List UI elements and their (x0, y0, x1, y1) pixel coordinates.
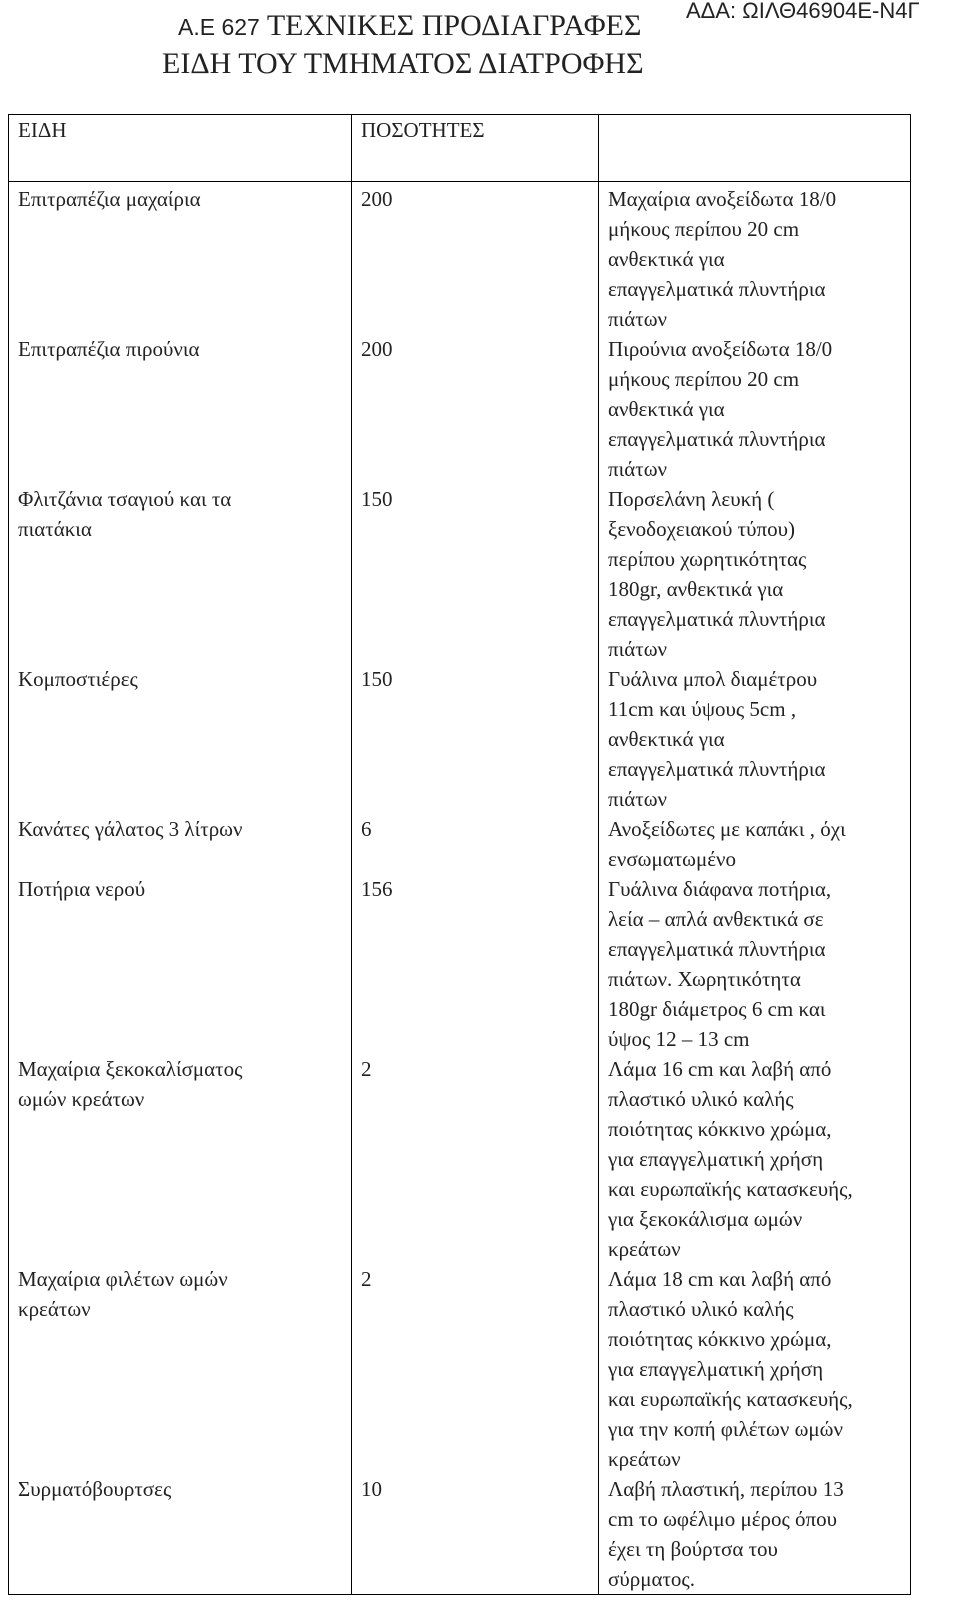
table-row (9, 334, 911, 484)
item-name-cell: Φλιτζάνια τσαγιού και τα πιατάκια (9, 484, 352, 664)
quantity-cell: 200 (352, 182, 599, 335)
specification-cell: Ανοξείδωτες με καπάκι , όχι ενσωματωμένο (599, 814, 911, 874)
specifications-table (8, 114, 911, 1595)
specification-cell: Λάμα 16 cm και λαβή από πλαστικό υλικό καλής ποιότητας κόκκινο χρώμα, για επαγγελματική χρήση και ευρωπαϊκής κατασκευής, για ξεκοκάλισμα ωμών κρεάτων (599, 1054, 911, 1264)
quantity-cell: 150 (352, 484, 599, 664)
title-line-1: ΤΕΧΝΙΚΕΣ ΠΡΟΔΙΑΓΡΑΦΕΣ (266, 9, 642, 42)
quantity-cell: 2 (352, 1264, 599, 1474)
table-row (9, 664, 911, 814)
specification-cell: Γυάλινα μπολ διαμέτρου 11cm και ύψους 5cm , ανθεκτικά για επαγγελματικά πλυντήρια πιάτων (599, 664, 911, 814)
table-row (9, 1054, 911, 1264)
header-specifications (599, 115, 911, 182)
specification-cell: Λάμα 18 cm και λαβή από πλαστικό υλικό καλής ποιότητας κόκκινο χρώμα, για επαγγελματική χρήση και ευρωπαϊκής κατασκευής, για την κοπή φιλέτων ωμών κρεάτων (599, 1264, 911, 1474)
table-row (9, 814, 911, 874)
quantity-cell: 10 (352, 1474, 599, 1595)
item-name-cell: Ποτήρια νερού (9, 874, 352, 1054)
header-quantities: ΠΟΣΟΤΗΤΕΣ (352, 115, 599, 182)
specification-cell: Πιρούνια ανοξείδωτα 18/0 μήκους περίπου 20 cm ανθεκτικά για επαγγελματικά πλυντήρια πιάτων (599, 334, 911, 484)
item-name-cell: Συρματόβουρτσες (9, 1474, 352, 1595)
quantity-cell: 200 (352, 334, 599, 484)
specification-cell: Πορσελάνη λευκή ( ξενοδοχειακού τύπου) περίπου χωρητικότητας 180gr, ανθεκτικά για επαγγελματικά πλυντήρια πιάτων (599, 484, 911, 664)
table-header-row (9, 115, 911, 182)
table-row (9, 874, 911, 1054)
quantity-cell: 2 (352, 1054, 599, 1264)
item-name-cell: Επιτραπέζια μαχαίρια (9, 182, 352, 335)
quantity-cell: 150 (352, 664, 599, 814)
quantity-cell: 6 (352, 814, 599, 874)
quantity-cell: 156 (352, 874, 599, 1054)
item-name-cell: Κανάτες γάλατος 3 λίτρων (9, 814, 352, 874)
specification-cell: Γυάλινα διάφανα ποτήρια, λεία – απλά ανθεκτικά σε επαγγελματικά πλυντήρια πιάτων. Χωρητικότητα 180gr διάμετρος 6 cm και ύψος 12 – 13 cm (599, 874, 911, 1054)
item-name-cell: Κομποστιέρες (9, 664, 352, 814)
item-name-cell: Μαχαίρια φιλέτων ωμών κρεάτων (9, 1264, 352, 1474)
document-id-ada: ΑΔΑ: ΩΙΛΘ46904Ε-Ν4Γ (686, 0, 920, 23)
item-name-cell: Επιτραπέζια πιρούνια (9, 334, 352, 484)
page-subtitle: ΕΙΔΗ ΤΟΥ ΤΜΗΜΑΤΟΣ ΔΙΑΤΡΟΦΗΣ (162, 47, 644, 80)
table-row (9, 1264, 911, 1474)
header-items: ΕΙΔΗ (9, 115, 352, 182)
table-row (9, 182, 911, 335)
specification-cell: Μαχαίρια ανοξείδωτα 18/0 μήκους περίπου 20 cm ανθεκτικά για επαγγελματικά πλυντήρια πιάτων (599, 182, 911, 335)
page-title (178, 8, 778, 45)
document-code: Α.Ε 627 (178, 14, 260, 40)
table-row (9, 484, 911, 664)
table-row (9, 1474, 911, 1595)
specification-cell: Λαβή πλαστική, περίπου 13 cm το ωφέλιμο μέρος όπου έχει τη βούρτσα του σύρματος. (599, 1474, 911, 1595)
item-name-cell: Μαχαίρια ξεκοκαλίσματος ωμών κρεάτων (9, 1054, 352, 1264)
